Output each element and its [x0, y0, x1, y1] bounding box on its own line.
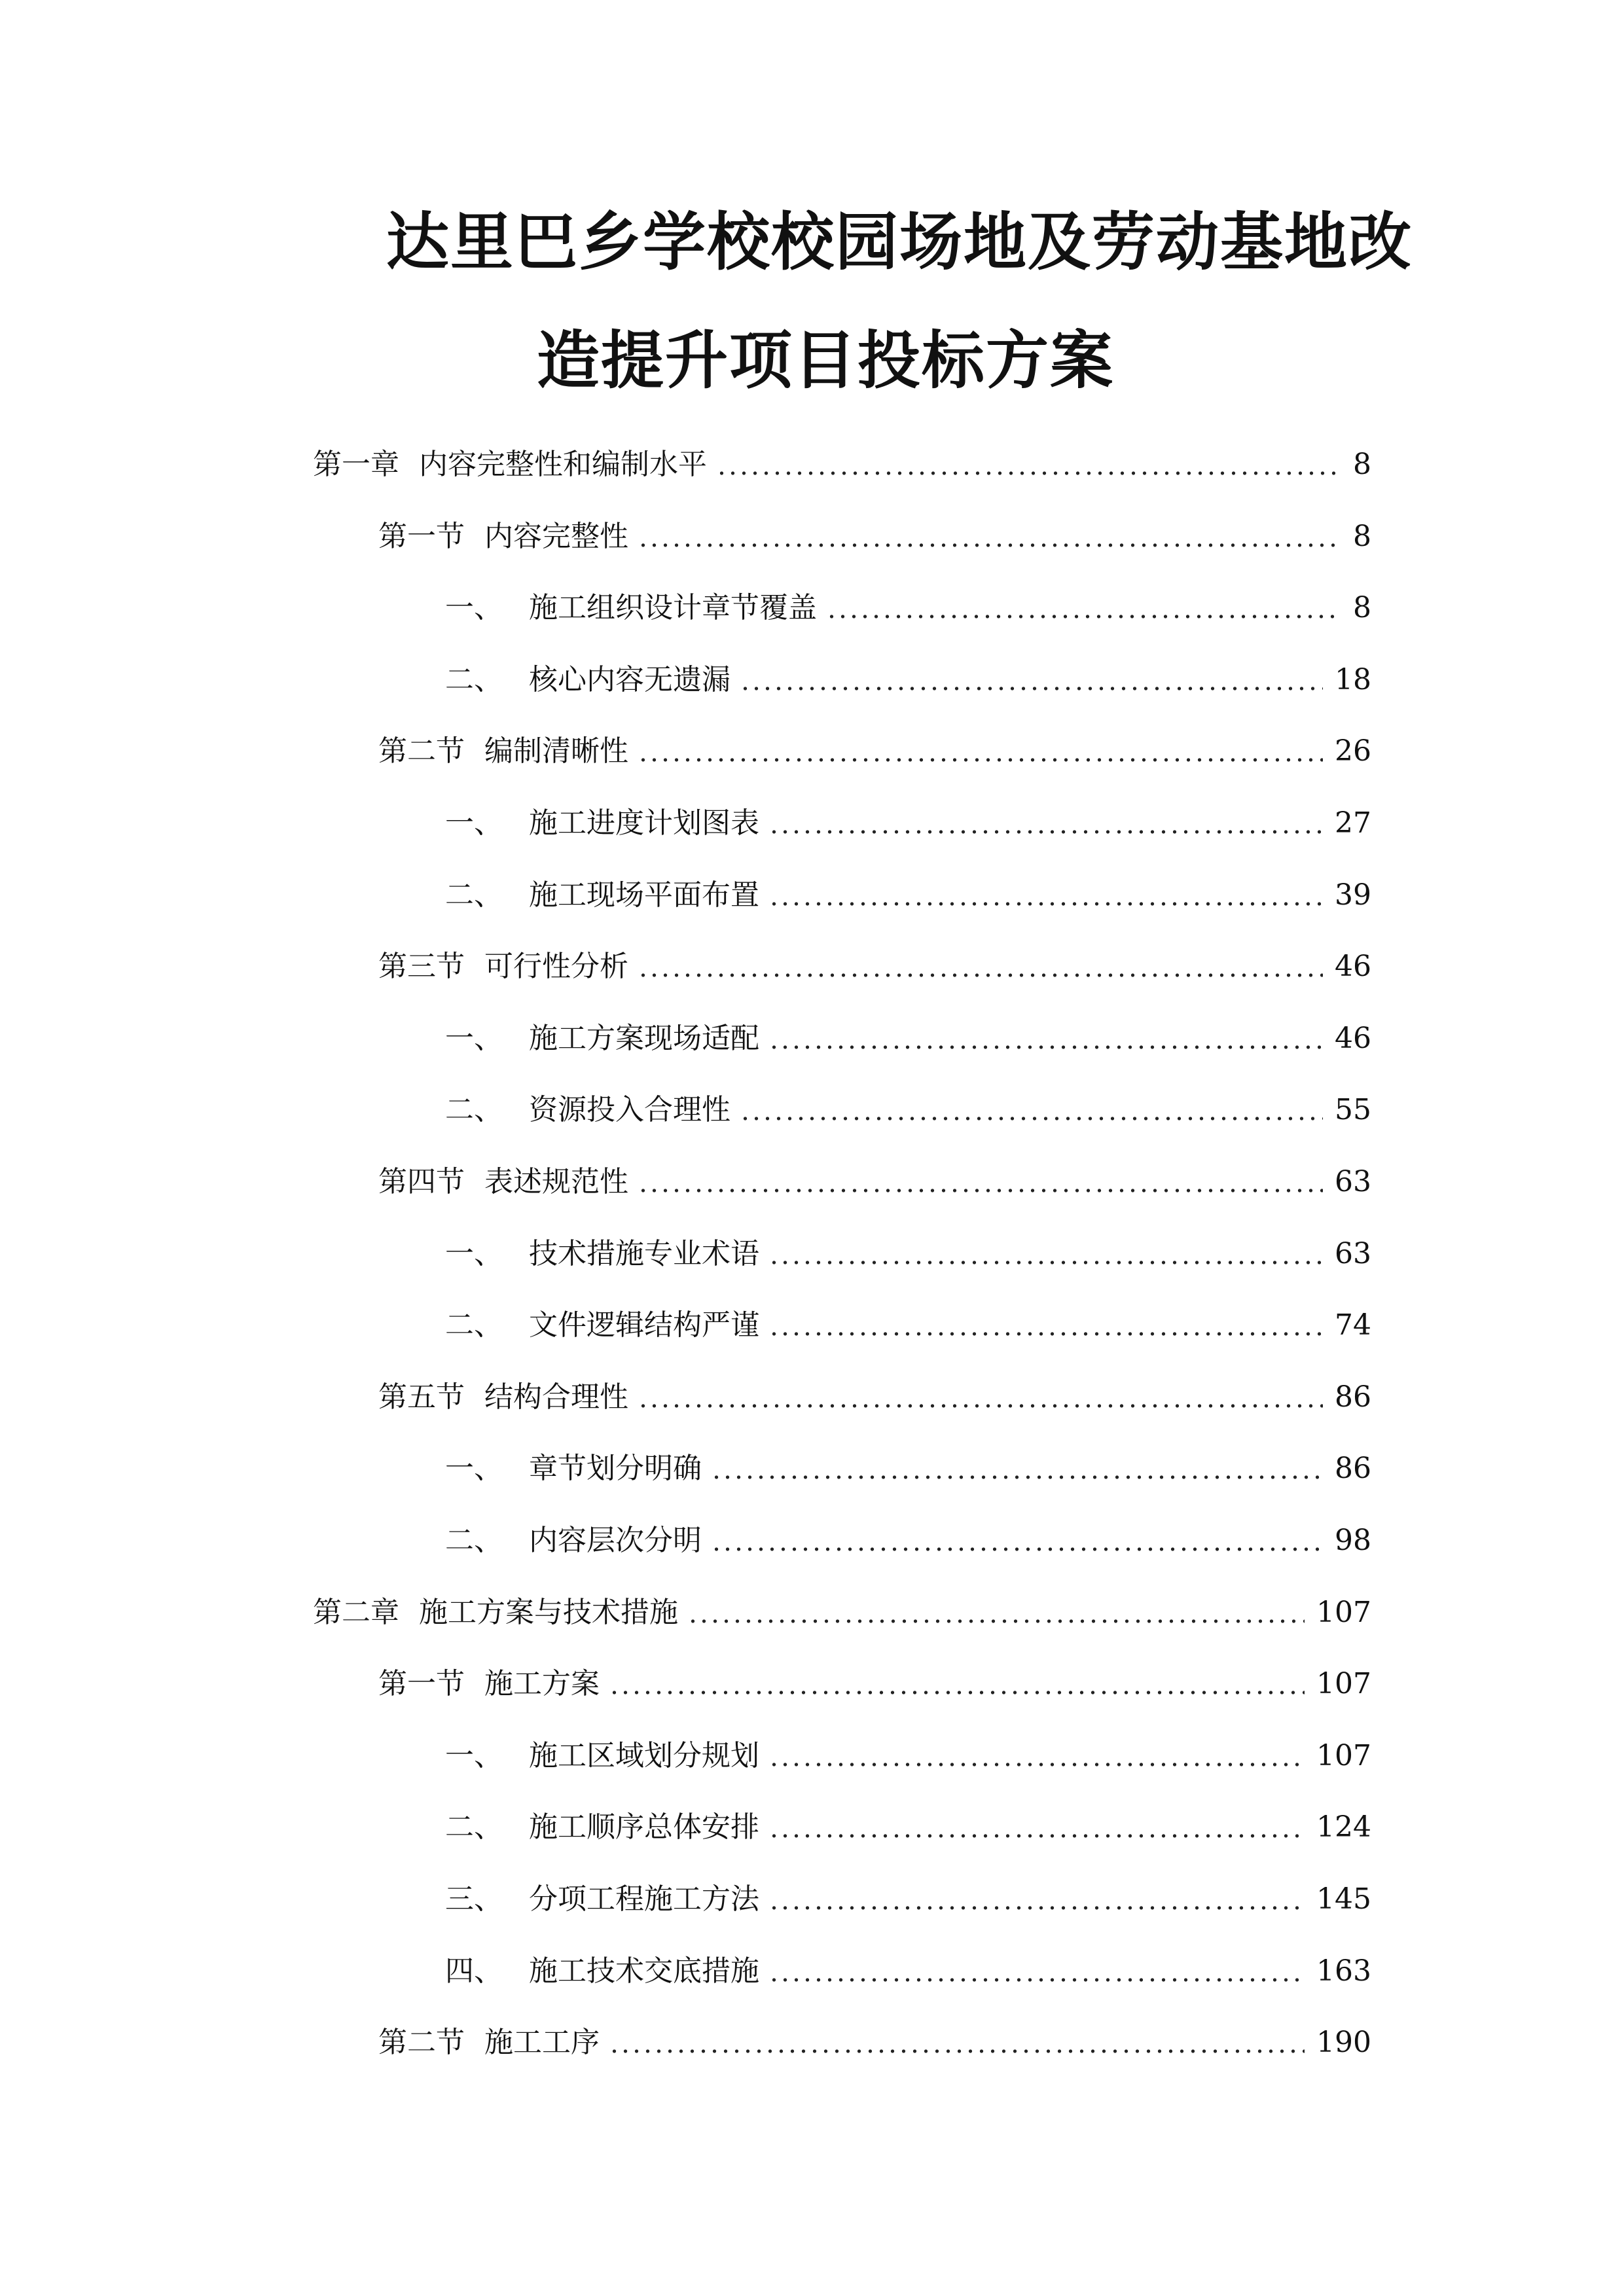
toc-entry-page-number: 39: [1335, 878, 1371, 912]
toc-entry-label: [378, 1378, 628, 1417]
toc-entry[interactable]: [445, 1736, 1371, 1776]
toc-dot-leader: [740, 687, 1323, 691]
toc-entry-page-number: 63: [1335, 1165, 1371, 1198]
toc-entry-label: [445, 804, 759, 843]
toc-entry-number: 二、: [445, 878, 503, 912]
toc-entry-label: [378, 1664, 600, 1704]
toc-entry-number: 第一章: [313, 448, 399, 481]
toc-entry-title: 施工方案与技术措施: [419, 1596, 678, 1629]
toc-entry-number: 第五节: [378, 1380, 465, 1414]
toc-entry-number: 一、: [445, 806, 503, 840]
toc-entry-number: 四、: [445, 1954, 503, 1988]
toc-entry-page-number: 145: [1316, 1882, 1371, 1916]
toc-entry[interactable]: [313, 445, 1371, 484]
toc-dot-leader: [768, 1978, 1305, 1982]
toc-dot-leader: [609, 1691, 1305, 1695]
toc-entry-page-number: 163: [1316, 1954, 1371, 1988]
toc-entry-title: 施工方案: [484, 1667, 600, 1700]
toc-entry-label: [445, 1234, 759, 1274]
toc-entry[interactable]: [445, 1952, 1371, 1991]
toc-entry[interactable]: [445, 804, 1371, 843]
toc-entry-page-number: 63: [1335, 1237, 1371, 1270]
document-title-line-2: 造提升项目投标方案: [537, 324, 1114, 397]
toc-entry-page-number: 8: [1353, 448, 1371, 481]
toc-entry[interactable]: [445, 1808, 1371, 1847]
toc-dot-leader: [768, 1261, 1323, 1265]
toc-entry-number: 二、: [445, 1308, 503, 1342]
toc-entry-label: [313, 445, 707, 484]
toc-entry-title: 施工组织设计章节覆盖: [529, 591, 817, 624]
toc-entry-label: [445, 1736, 759, 1776]
toc-entry[interactable]: [313, 1593, 1371, 1632]
toc-dot-leader: [768, 1045, 1323, 1049]
toc-entry[interactable]: [378, 1664, 1371, 1704]
toc-entry[interactable]: [445, 1880, 1371, 1919]
toc-entry-title: 施工区域划分规划: [529, 1739, 759, 1772]
toc-entry-label: [445, 1306, 759, 1345]
toc-entry[interactable]: [445, 588, 1371, 628]
toc-entry-label: [445, 876, 759, 915]
toc-dot-leader: [638, 758, 1323, 762]
toc-dot-leader: [609, 2049, 1305, 2053]
toc-entry-number: 第一节: [378, 1667, 465, 1700]
toc-entry-page-number: 98: [1335, 1524, 1371, 1557]
toc-entry-number: 一、: [445, 1237, 503, 1270]
toc-entry-title: 编制清晰性: [484, 734, 628, 768]
toc-entry-number: 第二节: [378, 2026, 465, 2059]
toc-entry-number: 一、: [445, 591, 503, 624]
toc-entry-title: 表述规范性: [484, 1165, 628, 1198]
toc-entry-title: 施工工序: [484, 2026, 600, 2059]
toc-entry-page-number: 18: [1335, 663, 1371, 696]
toc-entry[interactable]: [378, 947, 1371, 986]
toc-entry-title: 分项工程施工方法: [529, 1882, 759, 1916]
toc-entry-number: 二、: [445, 1524, 503, 1557]
toc-entry-page-number: 107: [1316, 1596, 1371, 1629]
toc-dot-leader: [768, 1332, 1323, 1336]
toc-dot-leader: [638, 1189, 1323, 1193]
toc-entry-title: 施工方案现场适配: [529, 1022, 759, 1055]
toc-entry-number: 二、: [445, 1093, 503, 1126]
toc-entry-label: [445, 588, 817, 628]
toc-entry[interactable]: [445, 1306, 1371, 1345]
toc-dot-leader: [768, 830, 1323, 834]
toc-entry-page-number: 46: [1335, 1022, 1371, 1055]
toc-entry[interactable]: [445, 1090, 1371, 1130]
toc-entry-title: 内容层次分明: [529, 1524, 702, 1557]
toc-entry-number: 一、: [445, 1022, 503, 1055]
toc-entry-label: [378, 947, 628, 986]
toc-entry-title: 结构合理性: [484, 1380, 628, 1414]
toc-entry[interactable]: [445, 876, 1371, 915]
toc-entry-page-number: 27: [1335, 806, 1371, 840]
toc-entry-label: [445, 1952, 759, 1991]
toc-entry-title: 内容完整性: [484, 520, 628, 553]
toc-entry-title: 施工顺序总体安排: [529, 1810, 759, 1844]
toc-entry-number: 一、: [445, 1452, 503, 1485]
toc-entry-page-number: 190: [1316, 2026, 1371, 2059]
toc-entry-label: [445, 1019, 759, 1058]
toc-entry[interactable]: [445, 660, 1371, 700]
toc-dot-leader: [638, 973, 1323, 977]
toc-entry[interactable]: [378, 517, 1371, 556]
toc-entry-page-number: 124: [1316, 1810, 1371, 1844]
toc-dot-leader: [687, 1619, 1305, 1623]
toc-entry-page-number: 74: [1335, 1308, 1371, 1342]
toc-entry-label: [445, 1808, 759, 1847]
toc-dot-leader: [716, 471, 1341, 475]
toc-entry-page-number: 8: [1353, 520, 1371, 553]
toc-entry-number: 第二章: [313, 1596, 399, 1629]
toc-entry-label: [445, 660, 731, 700]
toc-entry-title: 章节划分明确: [529, 1452, 702, 1485]
toc-entry-page-number: 107: [1316, 1739, 1371, 1772]
toc-entry-label: [445, 1521, 702, 1560]
toc-dot-leader: [638, 1404, 1323, 1408]
toc-entry-label: [378, 732, 628, 771]
document-title-line-1: 达里巴乡学校校园场地及劳动基地改: [386, 206, 1413, 279]
toc-entry[interactable]: [378, 2023, 1371, 2062]
toc-entry-title: 文件逻辑结构严谨: [529, 1308, 759, 1342]
toc-dot-leader: [740, 1117, 1323, 1121]
toc-entry-number: 第三节: [378, 950, 465, 983]
toc-entry-label: [445, 1090, 731, 1130]
toc-dot-leader: [768, 1906, 1305, 1910]
toc-entry-page-number: 26: [1335, 734, 1371, 768]
toc-entry-label: [313, 1593, 678, 1632]
toc-entry[interactable]: [445, 1521, 1371, 1560]
toc-entry-page-number: 107: [1316, 1667, 1371, 1700]
toc-entry[interactable]: [445, 1449, 1371, 1488]
toc-entry-title: 施工进度计划图表: [529, 806, 759, 840]
toc-entry-number: 第四节: [378, 1165, 465, 1198]
toc-entry-page-number: 8: [1353, 591, 1371, 624]
toc-entry[interactable]: [445, 1019, 1371, 1058]
toc-entry-number: 三、: [445, 1882, 503, 1916]
toc-dot-leader: [768, 1763, 1305, 1767]
toc-entry-title: 资源投入合理性: [529, 1093, 731, 1126]
toc-entry-title: 核心内容无遗漏: [529, 663, 731, 696]
toc-dot-leader: [768, 902, 1323, 906]
toc-entry-number: 第二节: [378, 734, 465, 768]
toc-entry-title: 施工技术交底措施: [529, 1954, 759, 1988]
toc-dot-leader: [768, 1834, 1305, 1838]
toc-entry-label: [445, 1880, 759, 1919]
toc-entry-label: [445, 1449, 702, 1488]
toc-entry-number: 第一节: [378, 520, 465, 553]
toc-entry[interactable]: [378, 732, 1371, 771]
toc-entry-number: 二、: [445, 663, 503, 696]
toc-entry-page-number: 46: [1335, 950, 1371, 983]
toc-entry-label: [378, 2023, 600, 2062]
toc-entry-page-number: 86: [1335, 1380, 1371, 1414]
toc-entry-title: 技术措施专业术语: [529, 1237, 759, 1270]
toc-dot-leader: [711, 1475, 1323, 1479]
toc-entry-title: 施工现场平面布置: [529, 878, 759, 912]
toc-entry[interactable]: [378, 1162, 1371, 1202]
toc-dot-leader: [711, 1547, 1323, 1551]
toc-entry-number: 一、: [445, 1739, 503, 1772]
toc-entry[interactable]: [445, 1234, 1371, 1274]
toc-entry-label: [378, 1162, 628, 1202]
toc-dot-leader: [826, 615, 1341, 619]
toc-dot-leader: [638, 543, 1341, 547]
toc-entry-title: 内容完整性和编制水平: [419, 448, 707, 481]
toc-entry-page-number: 86: [1335, 1452, 1371, 1485]
toc-entry-label: [378, 517, 628, 556]
toc-entry-page-number: 55: [1335, 1093, 1371, 1126]
toc-entry[interactable]: [378, 1378, 1371, 1417]
toc-entry-number: 二、: [445, 1810, 503, 1844]
toc-entry-title: 可行性分析: [484, 950, 628, 983]
